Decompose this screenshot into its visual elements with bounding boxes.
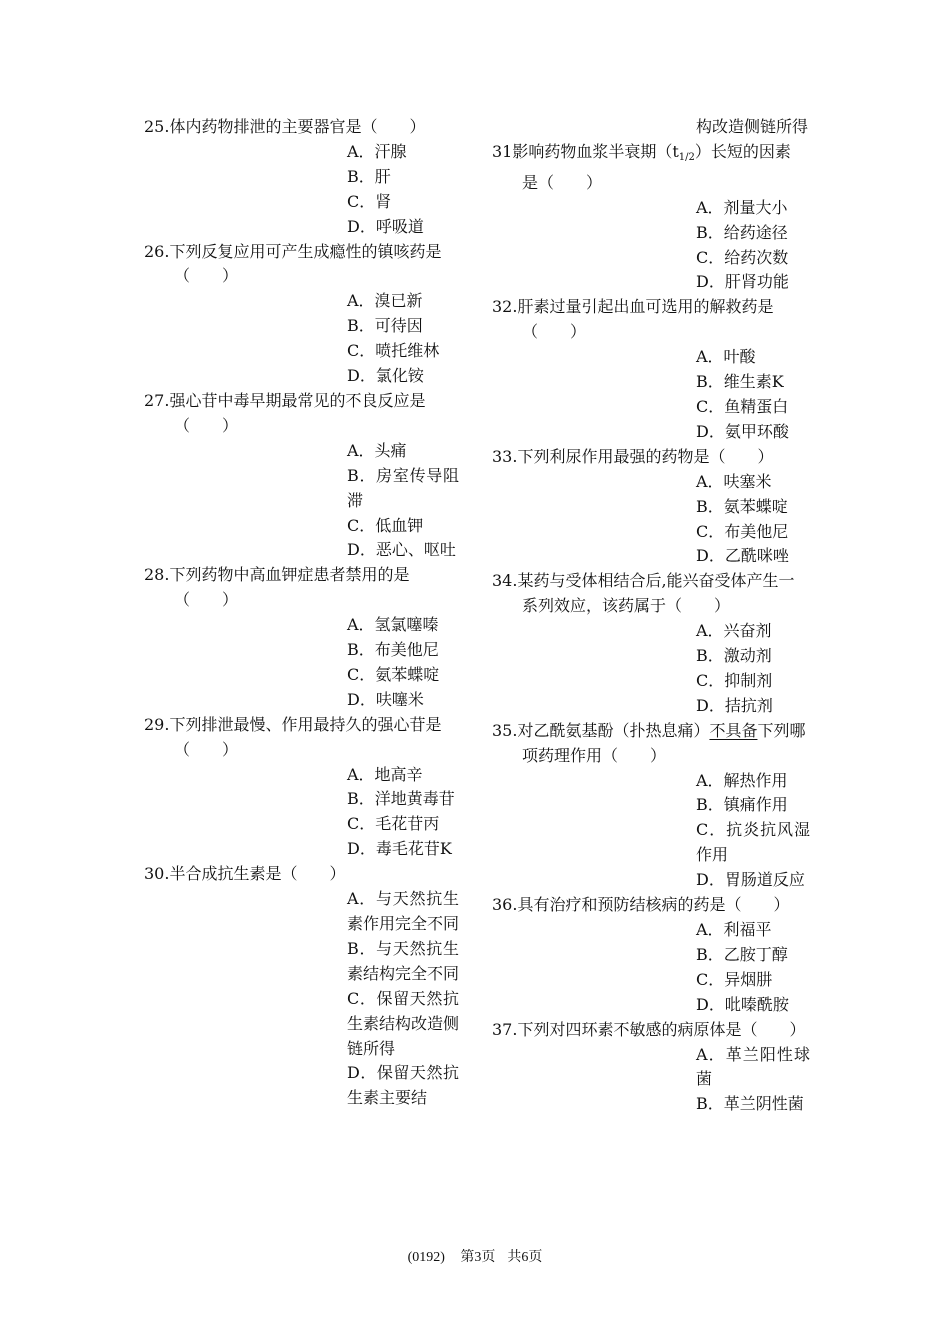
option-b: B．肝 <box>347 166 391 186</box>
option-d: D．呼吸道 <box>347 216 424 236</box>
question-text: 30.半合成抗生素是（ ） <box>144 864 346 884</box>
option-c: C．喷托维林 <box>347 341 440 361</box>
option-b: B．布美他尼 <box>347 640 439 660</box>
option-b: B．革兰阴性菌 <box>696 1094 804 1114</box>
question-31 <box>492 140 810 295</box>
option-d: D．保留天然抗生素主要结 <box>347 1063 459 1108</box>
left-column <box>144 115 460 1111</box>
question-text-cont: 是（ ） <box>522 172 603 192</box>
exam-code: (0192) <box>407 1250 445 1265</box>
question-text: 37.下列对四环素不敏感的病原体是（ ） <box>492 1019 806 1039</box>
option-b: B．可待因 <box>347 316 423 336</box>
question-27 <box>144 389 460 563</box>
question-text: 28.下列药物中高血钾症患者禁用的是 <box>144 565 410 585</box>
question-33 <box>492 445 810 570</box>
option-c: C．毛花苷丙 <box>347 814 440 834</box>
question-text: 33.下列利尿作用最强的药物是（ ） <box>492 446 774 466</box>
question-35 <box>492 719 810 893</box>
option-a: A．与天然抗生素作用完全不同 <box>347 889 460 933</box>
option-d: D．吡嗪酰胺 <box>696 994 789 1014</box>
option-d: D．恶心、呕吐 <box>347 540 456 560</box>
option-c: C．抑制剂 <box>696 670 773 690</box>
option-d: D．胃肠道反应 <box>696 870 805 890</box>
option-d: D．毒毛花苷K <box>347 839 452 859</box>
option-b: B．氨苯蝶啶 <box>696 496 788 516</box>
option-b: B．洋地黄毒苷 <box>347 789 455 809</box>
option-b: B．乙胺丁醇 <box>696 944 788 964</box>
underlined-keyword: 不具备 <box>709 720 758 740</box>
total-pages: 共6页 <box>507 1250 543 1265</box>
option-a: A．头痛 <box>347 440 407 460</box>
question-text: 27.强心苷中毒早期最常见的不良反应是 <box>144 390 426 410</box>
option-a: A．解热作用 <box>696 770 788 790</box>
page-footer <box>0 1246 950 1266</box>
question-text-cont: （ ） <box>174 266 239 286</box>
question-text: 29.下列排泄最慢、作用最持久的强心苷是 <box>144 714 442 734</box>
right-column <box>492 115 810 1117</box>
option-a: A．溴已新 <box>347 291 423 311</box>
option-a: A．叶酸 <box>696 347 756 367</box>
question-30 <box>144 862 460 1111</box>
option-c: C．肾 <box>347 191 392 211</box>
option-b: B．给药途径 <box>696 222 788 242</box>
question-28 <box>144 563 460 712</box>
option-a: A．呋塞米 <box>696 471 772 491</box>
question-text-cont: 项药理作用（ ） <box>522 745 667 765</box>
option-a: A．氢氯噻嗪 <box>347 615 439 635</box>
option-b: B．激动剂 <box>696 646 772 666</box>
option-b: B．与天然抗生素结构完全不同 <box>347 938 460 983</box>
question-text-cont: （ ） <box>174 590 239 610</box>
option-d: D．呋噻米 <box>347 689 424 709</box>
option-c: C．氨苯蝶啶 <box>347 664 440 684</box>
option-b: B．维生素K <box>696 372 784 392</box>
option-d: D．拮抗剂 <box>696 695 773 715</box>
question-29 <box>144 713 460 862</box>
option-c: C．保留天然抗生素结构改造侧链所得 <box>347 988 460 1058</box>
option-a: A．地高辛 <box>347 764 423 784</box>
page-number: 第3页 <box>460 1250 496 1265</box>
question-text: 34.某药与受体相结合后,能兴奋受体产生一 <box>492 571 795 591</box>
option-d: D．肝肾功能 <box>696 272 789 292</box>
option-d: D．氨甲环酸 <box>696 421 789 441</box>
question-32 <box>492 295 810 444</box>
option-c: C．鱼精蛋白 <box>696 396 789 416</box>
option-a: A．革兰阳性球菌 <box>696 1044 810 1089</box>
option-c: C．异烟肼 <box>696 969 773 989</box>
question-text-cont: 系列效应，该药属于（ ） <box>522 596 731 616</box>
option-d-continued: 构改造侧链所得 <box>696 117 809 136</box>
option-d: D．氯化铵 <box>347 366 424 386</box>
option-a: A．兴奋剂 <box>696 621 772 641</box>
question-37 <box>492 1018 810 1118</box>
question-text: 32.肝素过量引起出血可选用的解救药是 <box>492 297 774 317</box>
option-c: C．低血钾 <box>347 515 424 535</box>
question-text: 35.对乙酰氨基酚（扑热息痛）不具备下列哪 <box>492 720 806 740</box>
question-34 <box>492 569 810 718</box>
question-text-cont: （ ） <box>522 322 587 342</box>
question-text-cont: （ ） <box>174 739 239 759</box>
question-25 <box>144 115 460 240</box>
option-c: C．抗炎抗风湿作用 <box>696 820 810 865</box>
question-text: 31影响药物血浆半衰期$(t_{1/2})$长短的因素 <box>492 141 791 163</box>
option-a: A．汗腺 <box>347 141 407 161</box>
option-c: C．布美他尼 <box>696 521 789 541</box>
question-text: 25.体内药物排泄的主要器官是（ ） <box>144 117 426 136</box>
option-c: C．给药次数 <box>696 247 789 267</box>
option-a: A．剂量大小 <box>696 197 788 217</box>
question-text: 36.具有治疗和预防结核病的药是（ ） <box>492 895 790 915</box>
option-d: D．乙酰咪唑 <box>696 546 789 566</box>
question-text-cont: （ ） <box>174 415 239 435</box>
question-36 <box>492 893 810 1018</box>
question-26 <box>144 240 460 389</box>
question-text: 26.下列反复应用可产生成瘾性的镇咳药是 <box>144 241 442 261</box>
option-a: A．利福平 <box>696 920 772 939</box>
option-b: B．镇痛作用 <box>696 795 788 815</box>
option-b: B．房室传导阻滞 <box>347 465 459 510</box>
